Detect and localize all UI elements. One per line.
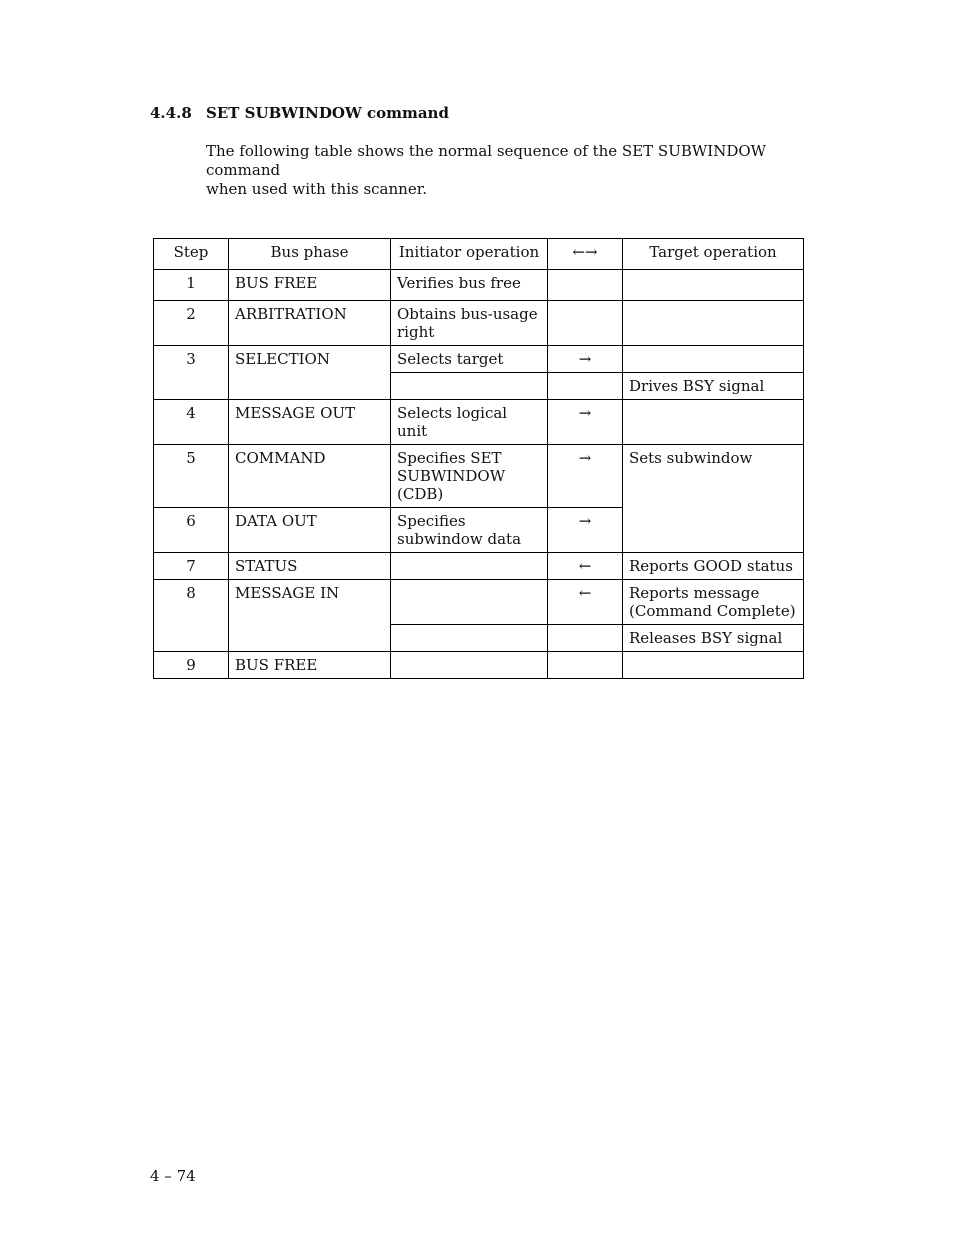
cell-step: 6 xyxy=(154,508,229,553)
header-step: Step xyxy=(154,239,229,270)
cell-initiator xyxy=(391,373,548,400)
cell-step: 9 xyxy=(154,652,229,679)
cell-bus-phase: COMMAND xyxy=(229,445,391,508)
cell-initiator: Specifies SET SUBWINDOW (CDB) xyxy=(391,445,548,508)
cell-target: Reports message (Command Complete) xyxy=(623,580,804,625)
cell-initiator: Selects logical unit xyxy=(391,400,548,445)
cell-initiator xyxy=(391,553,548,580)
cell-step: 2 xyxy=(154,301,229,346)
cell-target: Releases BSY signal xyxy=(623,625,804,652)
table-row xyxy=(154,301,804,346)
cell-bus-phase: DATA OUT xyxy=(229,508,391,553)
cell-step: 5 xyxy=(154,445,229,508)
cell-bus-phase: ARBITRATION xyxy=(229,301,391,346)
cell-step: 7 xyxy=(154,553,229,580)
cell-bus-phase: MESSAGE OUT xyxy=(229,400,391,445)
cell-direction xyxy=(548,652,623,679)
cell-bus-phase: SELECTION xyxy=(229,346,391,400)
cell-direction xyxy=(548,625,623,652)
header-target-operation: Target operation xyxy=(623,239,804,270)
cell-target xyxy=(623,301,804,346)
section-heading xyxy=(150,104,449,122)
intro-line: The following table shows the normal sequence of the SET SUBWINDOW command xyxy=(206,142,767,179)
cell-initiator: Verifies bus free xyxy=(391,270,548,301)
cell-initiator: Obtains bus-usage right xyxy=(391,301,548,346)
header-bus-phase: Bus phase xyxy=(229,239,391,270)
cell-target xyxy=(623,400,804,445)
cell-target xyxy=(623,652,804,679)
cell-initiator xyxy=(391,625,548,652)
cell-target: Reports GOOD status xyxy=(623,553,804,580)
cell-step: 3 xyxy=(154,346,229,400)
cell-direction: ← xyxy=(548,580,623,625)
command-sequence-table xyxy=(153,238,804,679)
table-row xyxy=(154,400,804,445)
cell-direction xyxy=(548,301,623,346)
cell-target: Drives BSY signal xyxy=(623,373,804,400)
cell-initiator: Specifies subwindow data xyxy=(391,508,548,553)
intro-paragraph xyxy=(206,142,816,199)
cell-direction: ← xyxy=(548,553,623,580)
section-title: SET SUBWINDOW command xyxy=(206,104,449,122)
cell-bus-phase: MESSAGE IN xyxy=(229,580,391,652)
cell-step: 1 xyxy=(154,270,229,301)
cell-step: 4 xyxy=(154,400,229,445)
header-direction: ←→ xyxy=(548,239,623,270)
table-row xyxy=(154,346,804,373)
cell-bus-phase: STATUS xyxy=(229,553,391,580)
table-row xyxy=(154,553,804,580)
table-header-row xyxy=(154,239,804,270)
header-initiator-operation: Initiator operation xyxy=(391,239,548,270)
section-number: 4.4.8 xyxy=(150,104,192,122)
cell-direction: → xyxy=(548,400,623,445)
cell-direction xyxy=(548,270,623,301)
table-row xyxy=(154,270,804,301)
cell-target xyxy=(623,346,804,373)
cell-direction: → xyxy=(548,445,623,508)
cell-bus-phase: BUS FREE xyxy=(229,652,391,679)
intro-line: when used with this scanner. xyxy=(206,180,427,198)
cell-target xyxy=(623,270,804,301)
cell-initiator xyxy=(391,652,548,679)
cell-direction: → xyxy=(548,346,623,373)
table-row xyxy=(154,652,804,679)
cell-step: 8 xyxy=(154,580,229,652)
cell-initiator: Selects target xyxy=(391,346,548,373)
cell-direction xyxy=(548,373,623,400)
cell-target: Sets subwindow xyxy=(623,445,804,553)
cell-initiator xyxy=(391,580,548,625)
table-row xyxy=(154,580,804,625)
table-row xyxy=(154,445,804,508)
cell-direction: → xyxy=(548,508,623,553)
page-number: 4 – 74 xyxy=(150,1167,196,1185)
cell-bus-phase: BUS FREE xyxy=(229,270,391,301)
